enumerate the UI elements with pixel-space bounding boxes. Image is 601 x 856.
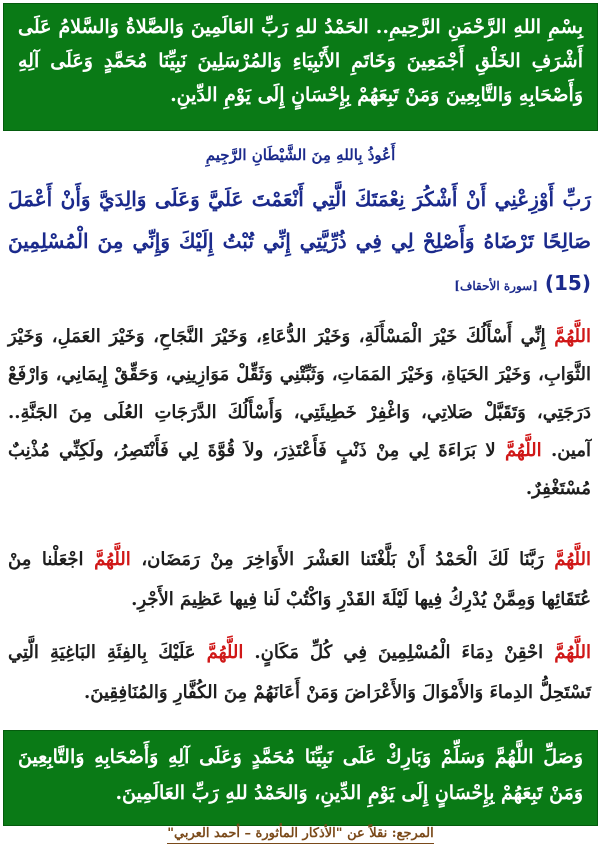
quran-verse [8,178,591,304]
dua-paragraph-1 [8,318,591,508]
opening-text: بِسْمِ اللهِ الرَّحْمَنِ الرَّحِيمِ.. الحَمْدُ للهِ رَبِّ العَالَمِينَ وَالصَّلاةُ وَالسَّلامُ عَلَى أَشْرَفِ الخَلْقِ أَجْمَعِينَ وَخَاتَمِ الأَنْبِيَاءِ وَالمُرْسَلِينَ نَبِيِّنَا مُحَمَّدٍ وَعَلَى آلِهِ وَأَصْحَابِهِ وَالتَّابِعِينَ وَمَنْ تَبِعَهُمْ بِإِحْسَانٍ إِلَى يَوْمِ الدِّينِ. [18,16,583,106]
dua-paragraph-3 [8,633,591,713]
allahumma-label: اللَّهُمَّ [554,549,592,570]
dua-paragraph-2 [8,540,591,620]
reference-text: المرجع: نقلاً عن "الأذكار المأثورة – أحمد العربي" [167,826,434,844]
dua-text: إِنِّي أَسْأَلُكَ خَيْرَ الْمَسْأَلَةِ، وَخَيْرَ الدُّعَاءِ، وَخَيْرَ النَّجَاحِ، وَخَيْرَ العَمَلِ، وَخَيْرَ الثَّوَابِ، وَخَيْرَ الحَيَاةِ، وَخَيْرَ المَمَاتِ، وَثَبِّتْنِي وَثَقِّلْ مَوَازِينِي، وَحَقِّقْ إِيمَانِي، وَارْفَعْ دَرَجَتِي، وَتَقَبَّلْ صَلاتِي، وَاغْفِرْ خَطِيئَتِي، وَأَسْأَلُكَ الدَّرَجَاتِ العُلَى مِنَ الجَنَّةِ.. آمين. [8,326,591,461]
dua-text: احْقِنْ دِمَاءَ الْمُسْلِمِينَ فِي كُلِّ مَكَانٍ. [254,642,544,663]
surah-reference: [سورة الأحقاف] [454,279,538,293]
taawudh-heading: أَعُوذُ بِاللهِ مِنَ الشَّيْطَانِ الرَّجِيمِ [205,146,396,164]
allahumma-label: اللَّهُمَّ [554,642,591,663]
dua-text: رَبَّنَا لَكَ الْحَمْدُ أَنْ بَلَّغْتَنا العَشْرَ الأَوَاخِرَ مِنْ رَمَضَان، [141,549,544,570]
closing-box [3,730,598,826]
verse-text: رَبِّ أَوْزِعْنِي أَنْ أَشْكُرَ نِعْمَتَكَ الَّتِي أَنْعَمْتَ عَلَيَّ وَعَلَى وَالِدَيَّ وَأَنْ أَعْمَلَ صَالِحًا تَرْضَاهُ وَأَصْلِحْ لِي فِي ذُرِّيَّتِي إِنِّي تُبْتُ إِلَيْكَ وَإِنِّي مِنَ الْمُسْلِمِينَ [8,187,591,253]
reference-note [0,826,601,841]
opening-box [3,3,598,131]
closing-text: وَصَلِّ اللَّهُمَّ وَسَلِّمْ وَبَارِكْ عَلَى نَبِيِّنَا مُحَمَّدٍ وَعَلَى آلِهِ وَأَصْحَابِهِ وَالتَّابِعِينَ وَمَنْ تَبِعَهُمْ بِإِحْسَانٍ إِلَى يَوْمِ الدِّينِ، وَالحَمْدُ للهِ رَبِّ العَالَمِينَ. [18,746,583,804]
dua-text: لا بَرَاءَةَ لِي مِنْ ذَنْبٍ فَأَعْتَذِرَ، ولاَ قُوَّةَ لِي فَأَنْتَصِرُ، ولَكِنِّي مُذْنِبٌ مُسْتَغْفِرٌ. [8,440,591,499]
verse-number: (15) [544,271,591,295]
allahumma-label: اللَّهُمَّ [206,642,244,663]
allahumma-label: اللَّهُمَّ [94,549,131,570]
dua-text: اجْعَلْنا مِنْ عُتَقَائِها وَمِمَّنْ يُدْرِكُ فِيها لَيْلَةَ القَدْرِ وَاكْتُبْ لَنا فِيها عَظِيمَ الأَجْرِ. [8,549,591,610]
allahumma-label: اللَّهُمَّ [554,326,591,347]
dua-text: عَلَيْكَ بِالفِئَةِ البَاغِيَةِ الَّتِي تَسْتَحِلُّ الدِماءَ وَالأَمْوَالَ وَالأَعْرَاضَ وَمَنْ أَعَانَهُمْ مِنَ الكُفَّارِ وَالمُنَافِقِينَ. [8,642,591,703]
allahumma-label: اللَّهُمَّ [504,440,542,461]
